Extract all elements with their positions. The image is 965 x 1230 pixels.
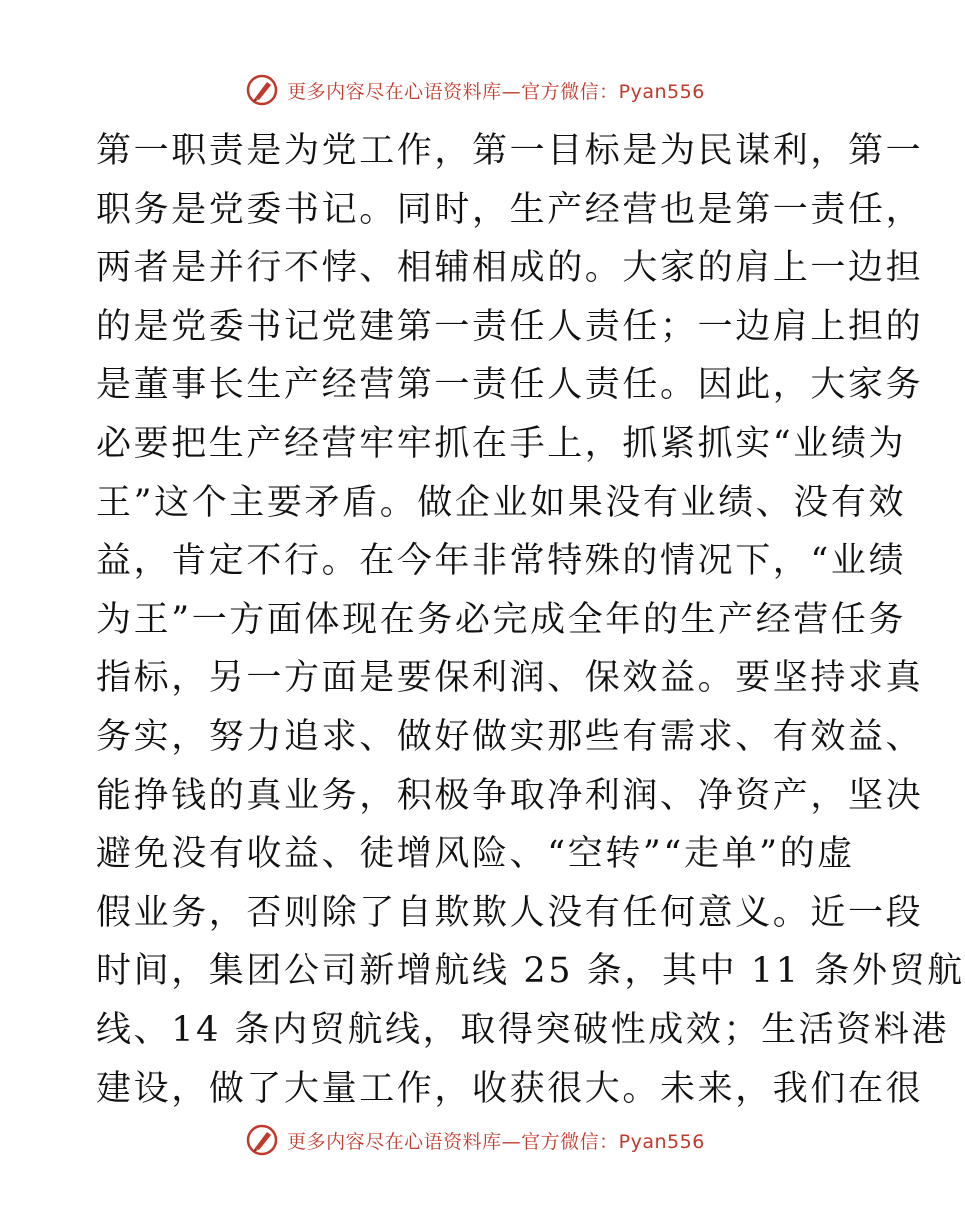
body-line: 务实，努力追求、做好做实那些有需求、有效益、 [96,716,924,757]
body-line: 建设，做了大量工作，收获很大。未来，我们在很 [96,1068,924,1109]
footer-watermark [0,1120,950,1160]
body-line: 为王”一方面体现在务必完成全年的生产经营任务 [96,599,907,640]
body-line: 指标，另一方面是要保利润、保效益。要坚持求真 [96,658,924,699]
body-line: 避免没有收益、徒增风险、“空转”“走单”的虚 [96,834,855,875]
body-line: 假业务，否则除了自欺欺人没有任何意义。近一段 [96,892,924,933]
body-line: 职务是党委书记。同时，生产经营也是第一责任， [96,189,924,230]
header-watermark [0,70,950,110]
body-line: 是董事长生产经营第一责任人责任。因此，大家务 [96,365,924,406]
body-line: 的是党委书记党建第一责任人责任；一边肩上担的 [96,306,924,347]
body-line: 必要把生产经营牢牢抓在手上，抓紧抓实“业绩为 [96,423,907,464]
body-line: 时间，集团公司新增航线 25 条，其中 11 条外贸航 [96,951,965,992]
pen-logo-icon [245,73,279,107]
header-watermark-text: 更多内容尽在心语资料库—官方微信：Pyan556 [287,80,705,103]
body-line: 线、14 条内贸航线，取得突破性成效；生活资料港 [96,1009,950,1050]
document-body [96,122,965,1118]
footer-watermark-text: 更多内容尽在心语资料库—官方微信：Pyan556 [287,1130,705,1153]
pen-logo-icon [245,1123,279,1157]
body-line: 两者是并行不悖、相辅相成的。大家的肩上一边担 [96,248,924,289]
body-line: 第一职责是为党工作，第一目标是为民谋利，第一 [96,131,924,171]
body-line: 益，肯定不行。在今年非常特殊的情况下，“业绩 [96,541,907,582]
body-line: 能挣钱的真业务，积极争取净利润、净资产，坚决 [96,775,924,816]
body-line: 王”这个主要矛盾。做企业如果没有业绩、没有效 [96,482,907,523]
